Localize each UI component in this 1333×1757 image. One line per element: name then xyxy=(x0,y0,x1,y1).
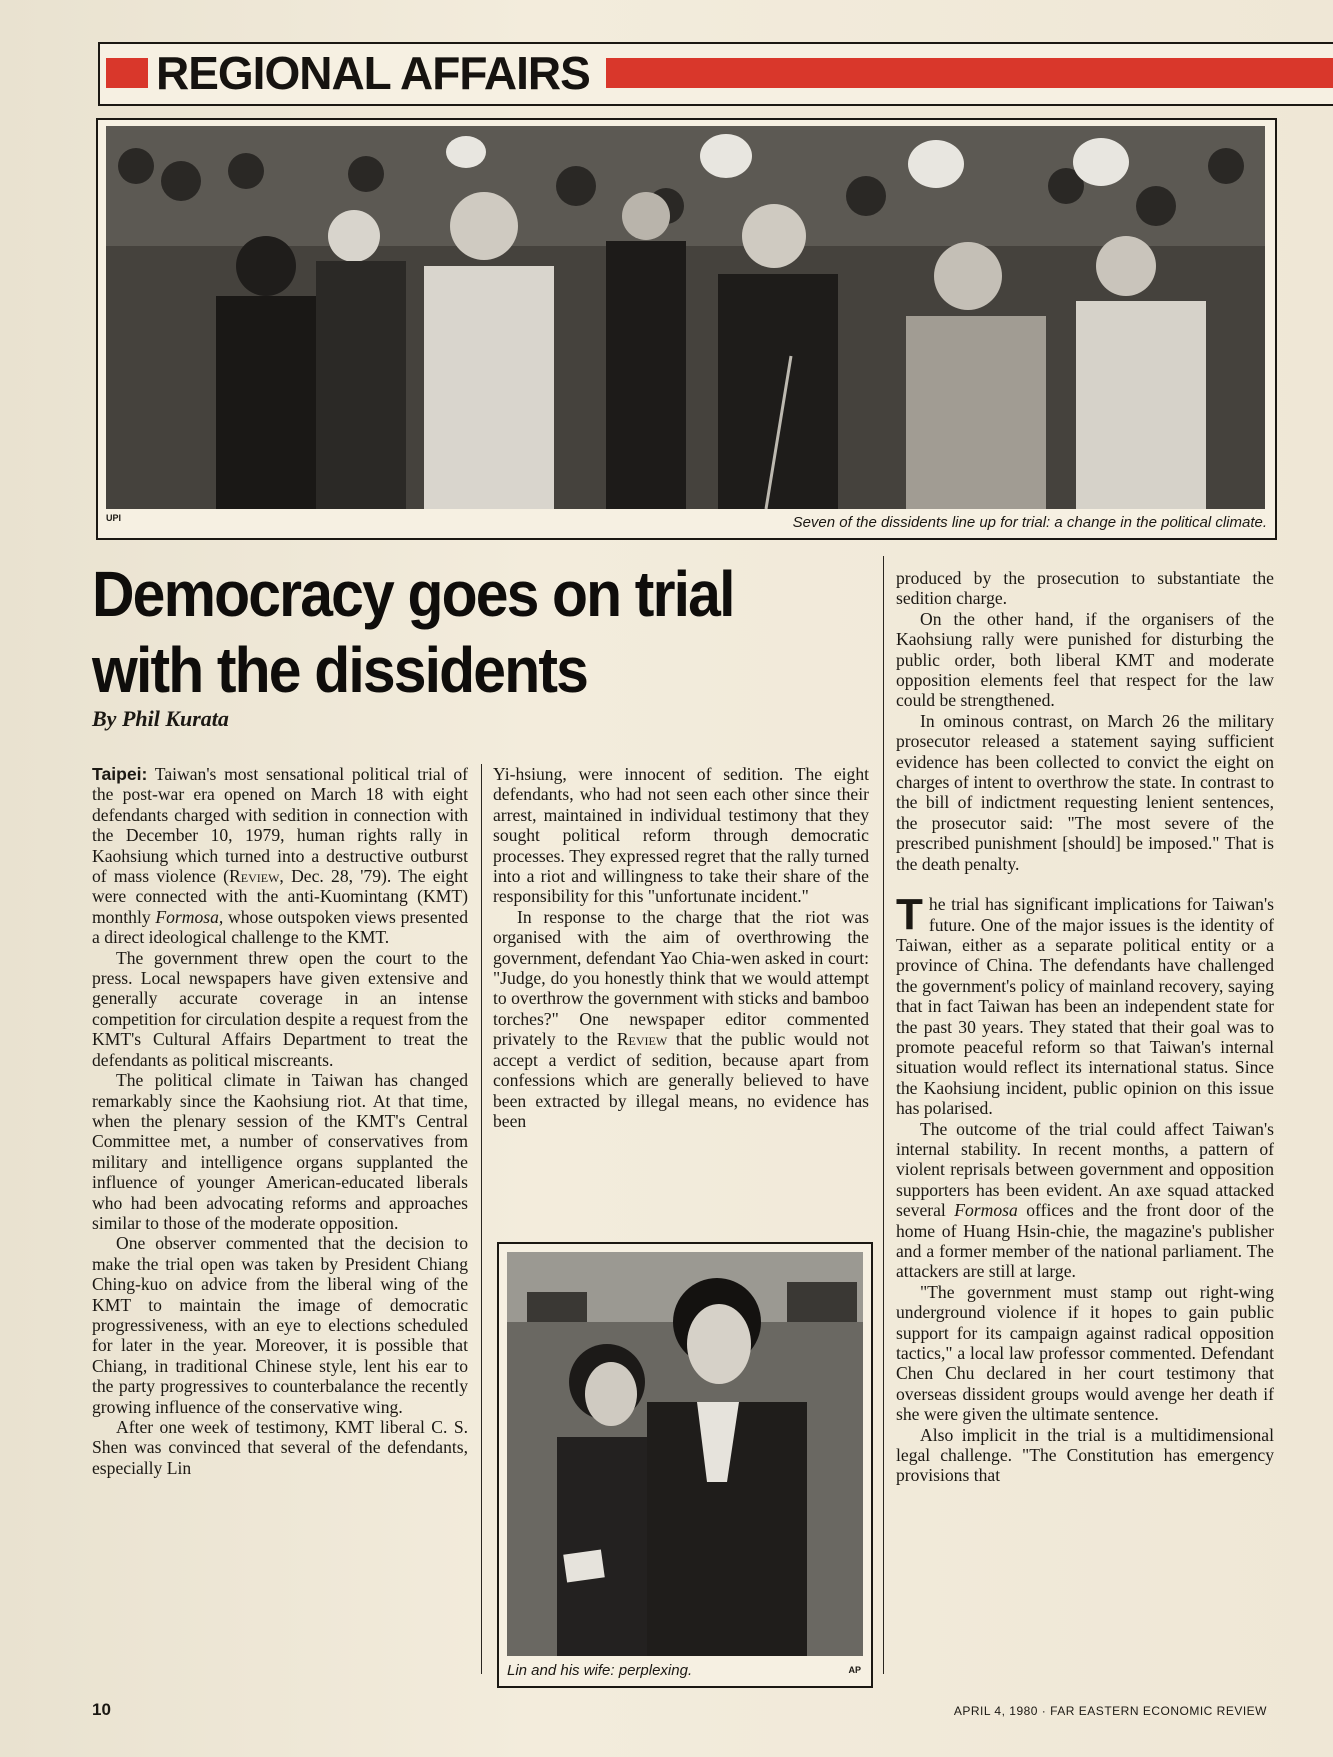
column-rule xyxy=(481,764,482,1674)
article-column-3 xyxy=(896,568,1274,1486)
paragraph: Yi-hsiung, were innocent of sedition. The eight defendants, who had not seen each other since their arrest, maintained in individual testimony that they sought political reform through democratic processes. They expressed regret that the rally turned into a riot and willingness to take their share of the responsibility for this "unfortunate incident." xyxy=(493,764,869,907)
article-column-2 xyxy=(493,764,869,1131)
paragraph: The government threw open the court to the press. Local newspapers have given extensive and generally accurate coverage in an intense competition for circulation despite a request from the KMT's Cultural Affairs Department to treat the defendants as political miscreants. xyxy=(92,947,468,1070)
column-rule xyxy=(883,556,884,1674)
courtroom-photo-illustration xyxy=(106,126,1265,509)
paragraph: The political climate in Taiwan has changed remarkably since the Kaohsiung riot. At that time, when the plenary session of the KMT's Central Committee met, a number of conservatives from military and intelligence organs supplanted the influence of younger American-educated liberals who had been advocating reforms and approaches similar to those of the moderate opposition. xyxy=(92,1070,468,1233)
headline xyxy=(92,556,791,708)
paragraph: Also implicit in the trial is a multidimensional legal challenge. "The Constitution has emergency provisions that xyxy=(896,1424,1274,1486)
publication-footer: APRIL 4, 1980 · FAR EASTERN ECONOMIC REVIEW xyxy=(953,1704,1267,1718)
byline: By Phil Kurata xyxy=(92,706,229,731)
paragraph: In ominous contrast, on March 26 the military prosecutor released a statement saying sufficient evidence has been collected to convict the eight on charges of intent to overthrow the state. In contrast to the bill of indictment requesting lenient sentences, the prosecutor said: "The most severe of the prescribed punishment [should] be imposed." That is the death penalty. xyxy=(896,710,1274,874)
paragraph: On the other hand, if the organisers of the Kaohsiung rally were punished for disturbing the public order, both liberal KMT and moderate opposition elements feel that respect for the law could be strengthened. xyxy=(896,608,1274,711)
paragraph: Taipei: Taiwan's most sensational political trial of the post-war era opened on March 18 with eight defendants charged with sedition in connection with the December 10, 1979, human rights rally in Kaohsiung which turned into a destructive outburst of mass violence (Review, Dec. 28, '79). The eight were connected with the anti-Kuomintang (KMT) monthly Formosa, whose outspoken views presented a direct ideological challenge to the KMT. xyxy=(92,764,468,948)
paragraph: "The government must stamp out right-wing underground violence if it hopes to gain public support for its campaign against radical opposition tactics," a local law professor commented. Defendant Chen Chu declared in her court testimony that overseas dissident groups would avenge her death if she were given the ultimate sentence. xyxy=(896,1281,1274,1425)
section-header xyxy=(98,42,1333,106)
paragraph: The trial has significant implications for Taiwan's future. One of the major issues is the identity of Taiwan, either as a separate political entity or a province of China. The defendants have challenged the government's policy of mainland recovery, saying that in fact Taiwan has been an independent state for the past 30 years. They stated that their goal was to promote peaceful reform so that Taiwan's internal situation would reflect its international status. Since the Kaohsiung incident, public opinion on this issue has polarised. xyxy=(896,890,1274,1119)
photo-credit: UPI xyxy=(106,513,122,523)
dateline: Taipei: xyxy=(92,764,148,784)
inset-caption: Lin and his wife: perplexing. xyxy=(507,1662,693,1679)
paragraph: After one week of testimony, KMT liberal C. S. Shen was convinced that several of the defendants, especially Lin xyxy=(92,1417,468,1478)
paragraph: One observer commented that the decision to make the trial open was taken by President Chiang Ching-kuo on advice from the liberal wing of the KMT to maintain the image of democratic progressiveness, with an eye to elections scheduled for later in the year. Moreover, it is possible that Chiang, in traditional Chinese style, lent his ear to the party progressives to counterbalance the recently growing influence of the conservative wing. xyxy=(92,1233,468,1417)
paragraph: The outcome of the trial could affect Taiwan's internal stability. In recent months, a pattern of violent reprisals between government and opposition supporters has been evident. An axe squad attacked several Formosa offices and the front door of the home of Huang Hsin-chie, the magazine's publisher and a former member of the national parliament. The attackers are still at large. xyxy=(896,1118,1274,1282)
paragraph: produced by the prosecution to substantiate the sedition charge. xyxy=(896,568,1274,609)
top-photo xyxy=(96,118,1277,540)
drop-cap: T xyxy=(896,890,923,940)
headline-line-2: with the dissidents xyxy=(92,634,588,706)
inset-credit: AP xyxy=(848,1665,861,1675)
section-marker xyxy=(106,58,148,88)
section-rule xyxy=(606,58,1333,88)
couple-photo xyxy=(507,1252,863,1656)
couple-photo-illustration xyxy=(507,1252,863,1656)
courtroom-photo xyxy=(106,126,1265,509)
paragraph: In response to the charge that the riot was organised with the aim of overthrowing the government, defendant Yao Chia-wen asked in court: "Judge, do you honestly think that we would attempt to overthrow the government with sticks and bamboo torches?" One newspaper editor commented privately to the Review that the public would not accept a verdict of sedition, because apart from confessions which are generally believed to have been extracted by illegal means, no evidence has been xyxy=(493,906,870,1131)
section-title: REGIONAL AFFAIRS xyxy=(156,47,590,99)
headline-line-1: Democracy goes on trial xyxy=(92,558,734,630)
inset-photo xyxy=(497,1242,873,1688)
photo-caption: Seven of the dissidents line up for trial: a change in the political climate. xyxy=(792,514,1267,531)
article-column-1 xyxy=(92,764,468,1478)
page-number: 10 xyxy=(92,1700,111,1719)
